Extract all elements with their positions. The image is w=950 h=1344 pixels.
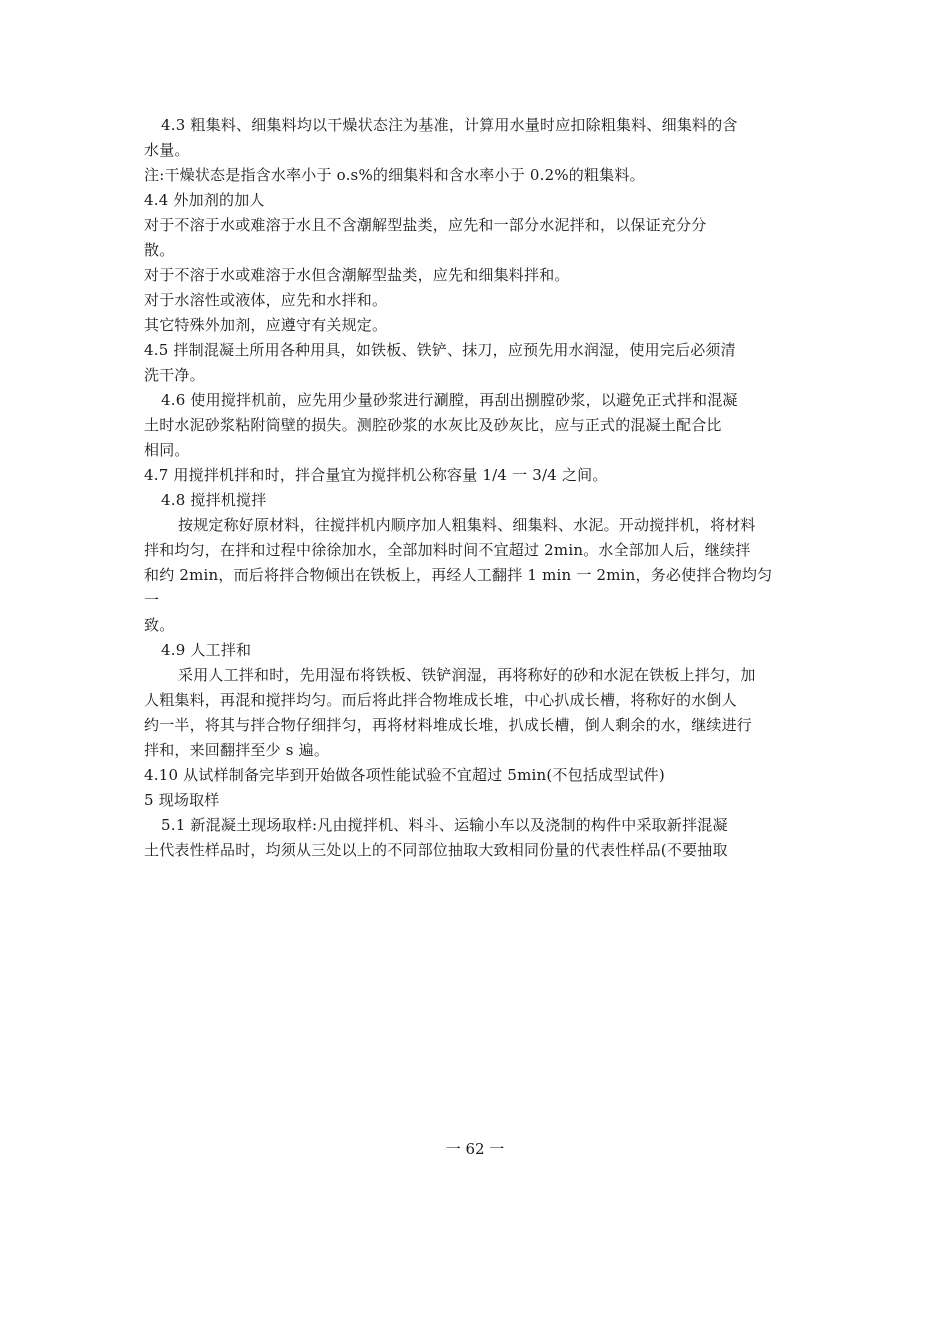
text-line: 拌和，来回翻拌至少 s 遍。 — [144, 741, 330, 759]
text-line: 4.3 粗集料、细集料均以干燥状态注为基准，计算用水量时应扣除粗集料、细集料的含 — [161, 116, 738, 134]
page-number: 一 62 一 — [445, 1140, 505, 1158]
text-line: 拌和均匀，在拌和过程中徐徐加水，全部加料时间不宜超过 2min。水全部加人后，继续拌 — [144, 541, 751, 559]
text-line: 土时水泥砂浆粘附筒壁的损失。测腔砂浆的水灰比及砂灰比，应与正式的混凝土配合比 — [144, 416, 722, 434]
text-line: 散。 — [144, 241, 175, 259]
text-line: 约一半，将其与拌合物仔细拌匀，再将材料堆成长堆，扒成长槽，倒人剩余的水，继续进行 — [144, 716, 753, 734]
text-line: 对于不溶于水或难溶于水但含潮解型盐类，应先和细集料拌和。 — [144, 266, 570, 284]
text-line: 致。 — [144, 616, 175, 634]
text-line: 注:干燥状态是指含水率小于 o.s%的细集料和含水率小于 0.2%的粗集料。 — [144, 166, 645, 184]
text-line: 洗干净。 — [144, 366, 205, 384]
text-line: 水量。 — [144, 141, 190, 159]
text-line: 4.10 从试样制备完毕到开始做各项性能试验不宜超过 5min(不包括成型试件) — [144, 766, 665, 784]
text-line: 采用人工拌和时，先用湿布将铁板、铁铲润湿，再将称好的砂和水泥在铁板上拌匀，加 — [178, 666, 756, 684]
text-line: 4.6 使用搅拌机前，应先用少量砂浆进行涮膛，再刮出捌膛砂浆，以避免正式拌和混凝 — [161, 391, 738, 409]
text-line: 5.1 新混凝土现场取样:凡由搅拌机、料斗、运输小车以及浇制的构件中采取新拌混凝 — [161, 816, 728, 834]
text-line: 相同。 — [144, 441, 190, 459]
text-line: 和约 2min，而后将拌合物倾出在铁板上，再经人工翻拌 1 min 一 2min，务必使拌合物均匀 — [144, 566, 773, 584]
text-line: 土代表性样品时，均须从三处以上的不同部位抽取大致相同份量的代表性样品(不要抽取 — [144, 841, 728, 859]
document-body — [144, 113, 824, 863]
text-line: 4.7 用搅拌机拌和时，拌合量宜为搅拌机公称容量 1/4 一 3/4 之间。 — [144, 466, 608, 484]
text-line: 其它特殊外加剂，应遵守有关规定。 — [144, 316, 388, 334]
text-line: 4.4 外加剂的加人 — [144, 191, 265, 209]
text-line: 按规定称好原材料，往搅拌机内顺序加人粗集料、细集料、水泥。开动搅拌机，将材料 — [178, 516, 756, 534]
text-line: 人粗集料，再混和搅拌均匀。而后将此拌合物堆成长堆，中心扒成长槽，将称好的水倒人 — [144, 691, 737, 709]
text-line: 4.5 拌制混凝土所用各种用具，如铁板、铁铲、抹刀，应预先用水润湿，使用完后必须清 — [144, 341, 736, 359]
text-line: 5 现场取样 — [144, 791, 220, 809]
text-line: 4.8 搅拌机搅拌 — [161, 491, 267, 509]
text-line: 对于水溶性或液体，应先和水拌和。 — [144, 291, 388, 309]
text-line: 4.9 人工拌和 — [161, 641, 252, 659]
text-line: 一 — [144, 591, 160, 609]
text-line: 对于不溶于水或难溶于水且不含潮解型盐类，应先和一部分水泥拌和，以保证充分分 — [144, 216, 707, 234]
